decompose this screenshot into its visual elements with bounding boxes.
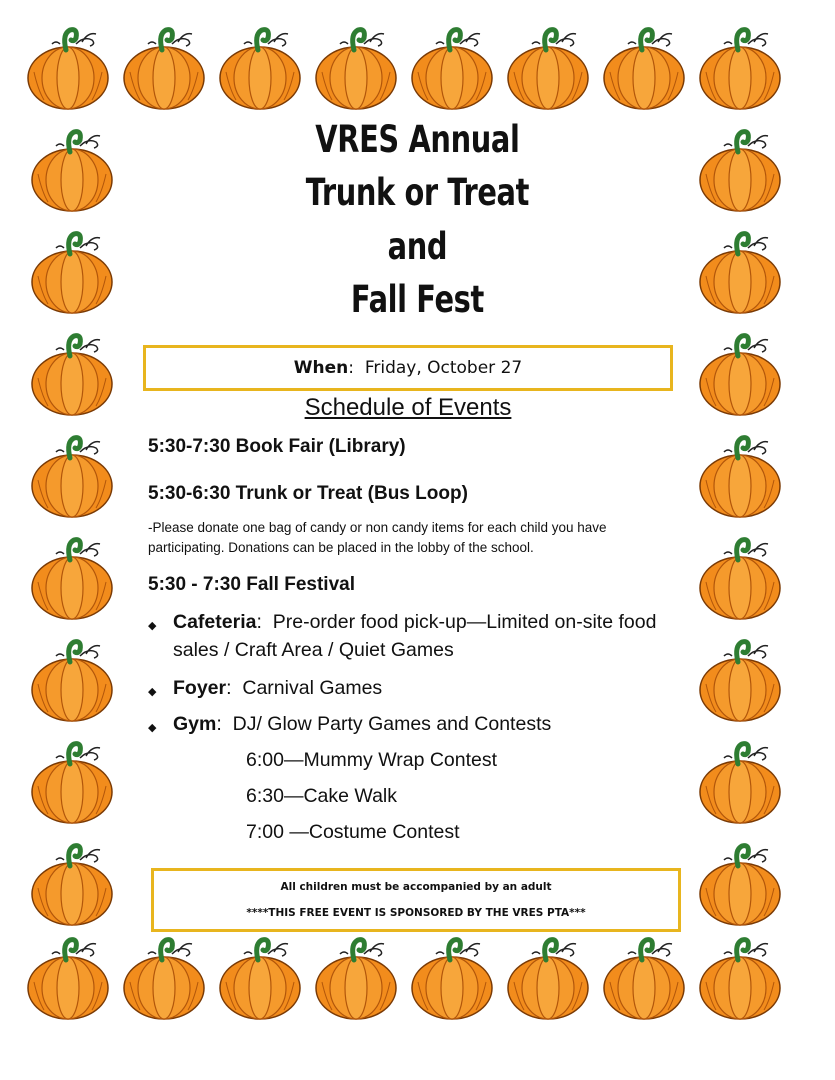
pumpkin-icon (310, 930, 402, 1022)
location-foyer: Foyer: Carnival Games (173, 677, 383, 699)
pumpkin-icon (598, 20, 690, 112)
location-gym: Gym: DJ/ Glow Party Games and Contests (173, 713, 552, 735)
when-box: When : Friday, October 27 (143, 345, 673, 391)
pumpkin-icon (26, 836, 118, 928)
pumpkin-icon (26, 632, 118, 724)
pumpkin-icon (694, 632, 786, 724)
pumpkin-icon (406, 20, 498, 112)
location-name: Cafeteria (173, 611, 257, 633)
pumpkin-icon (22, 930, 114, 1022)
pumpkin-icon (694, 428, 786, 520)
bullet-icon: ◆ (148, 620, 157, 632)
pumpkin-icon (26, 530, 118, 622)
pumpkin-icon (694, 20, 786, 112)
pumpkin-icon (214, 930, 306, 1022)
bullet-icon: ◆ (148, 686, 157, 698)
pumpkin-icon (502, 930, 594, 1022)
title-line-2: Trunk or Treat (305, 171, 530, 214)
schedule-heading: Schedule of Events (304, 394, 512, 421)
location-detail: Carnival Games (242, 677, 383, 699)
pumpkin-icon (694, 326, 786, 418)
pumpkin-icon (694, 734, 786, 826)
fall-festival-line: 5:30 - 7:30 Fall Festival (148, 574, 355, 595)
pumpkin-icon (118, 930, 210, 1022)
location-name: Foyer (173, 677, 227, 699)
pumpkin-icon (26, 734, 118, 826)
location-cafeteria: Cafeteria: Pre-order food pick-up—Limited on-site food sales / Craft Area / Quiet Games (173, 611, 657, 661)
footer-line-1: All children must be accompanied by an adult (280, 881, 552, 893)
pumpkin-icon (694, 930, 786, 1022)
pumpkin-icon (118, 20, 210, 112)
pumpkin-icon (406, 930, 498, 1022)
pumpkin-icon (694, 836, 786, 928)
title-line-1: VRES Annual (315, 118, 520, 161)
location-detail: Pre-order food pick-up—Limited on-site food sales / Craft Area / Quiet Games (173, 611, 657, 661)
pumpkin-icon (310, 20, 402, 112)
pumpkin-icon (694, 530, 786, 622)
pumpkin-icon (214, 20, 306, 112)
pumpkin-icon (26, 428, 118, 520)
footer-box (151, 868, 681, 932)
when-label: When (293, 358, 349, 378)
title-line-3: and (387, 225, 448, 268)
pumpkin-icon (26, 326, 118, 418)
pumpkin-icon (598, 930, 690, 1022)
trunk-or-treat-line: 5:30-6:30 Trunk or Treat (Bus Loop) (148, 483, 468, 504)
title-line-4: Fall Fest (350, 278, 484, 321)
bullet-icon: ◆ (148, 722, 157, 734)
pumpkin-icon (22, 20, 114, 112)
gym-event-3: 7:00 —Costume Contest (246, 821, 460, 843)
footer-line-2: ****THIS FREE EVENT IS SPONSORED BY THE VRES PTA*** (246, 907, 586, 919)
location-detail: DJ/ Glow Party Games and Contests (232, 713, 552, 735)
gym-event-2: 6:30—Cake Walk (246, 785, 398, 807)
location-name: Gym (173, 713, 217, 735)
gym-event-1: 6:00—Mummy Wrap Contest (246, 749, 498, 771)
when-value: Friday, October 27 (364, 358, 523, 378)
book-fair-line: 5:30-7:30 Book Fair (Library) (148, 436, 406, 457)
donation-note: -Please donate one bag of candy or non candy items for each child you have participating. Donations can be placed in the lobby of the school. (148, 520, 607, 555)
pumpkin-icon (502, 20, 594, 112)
